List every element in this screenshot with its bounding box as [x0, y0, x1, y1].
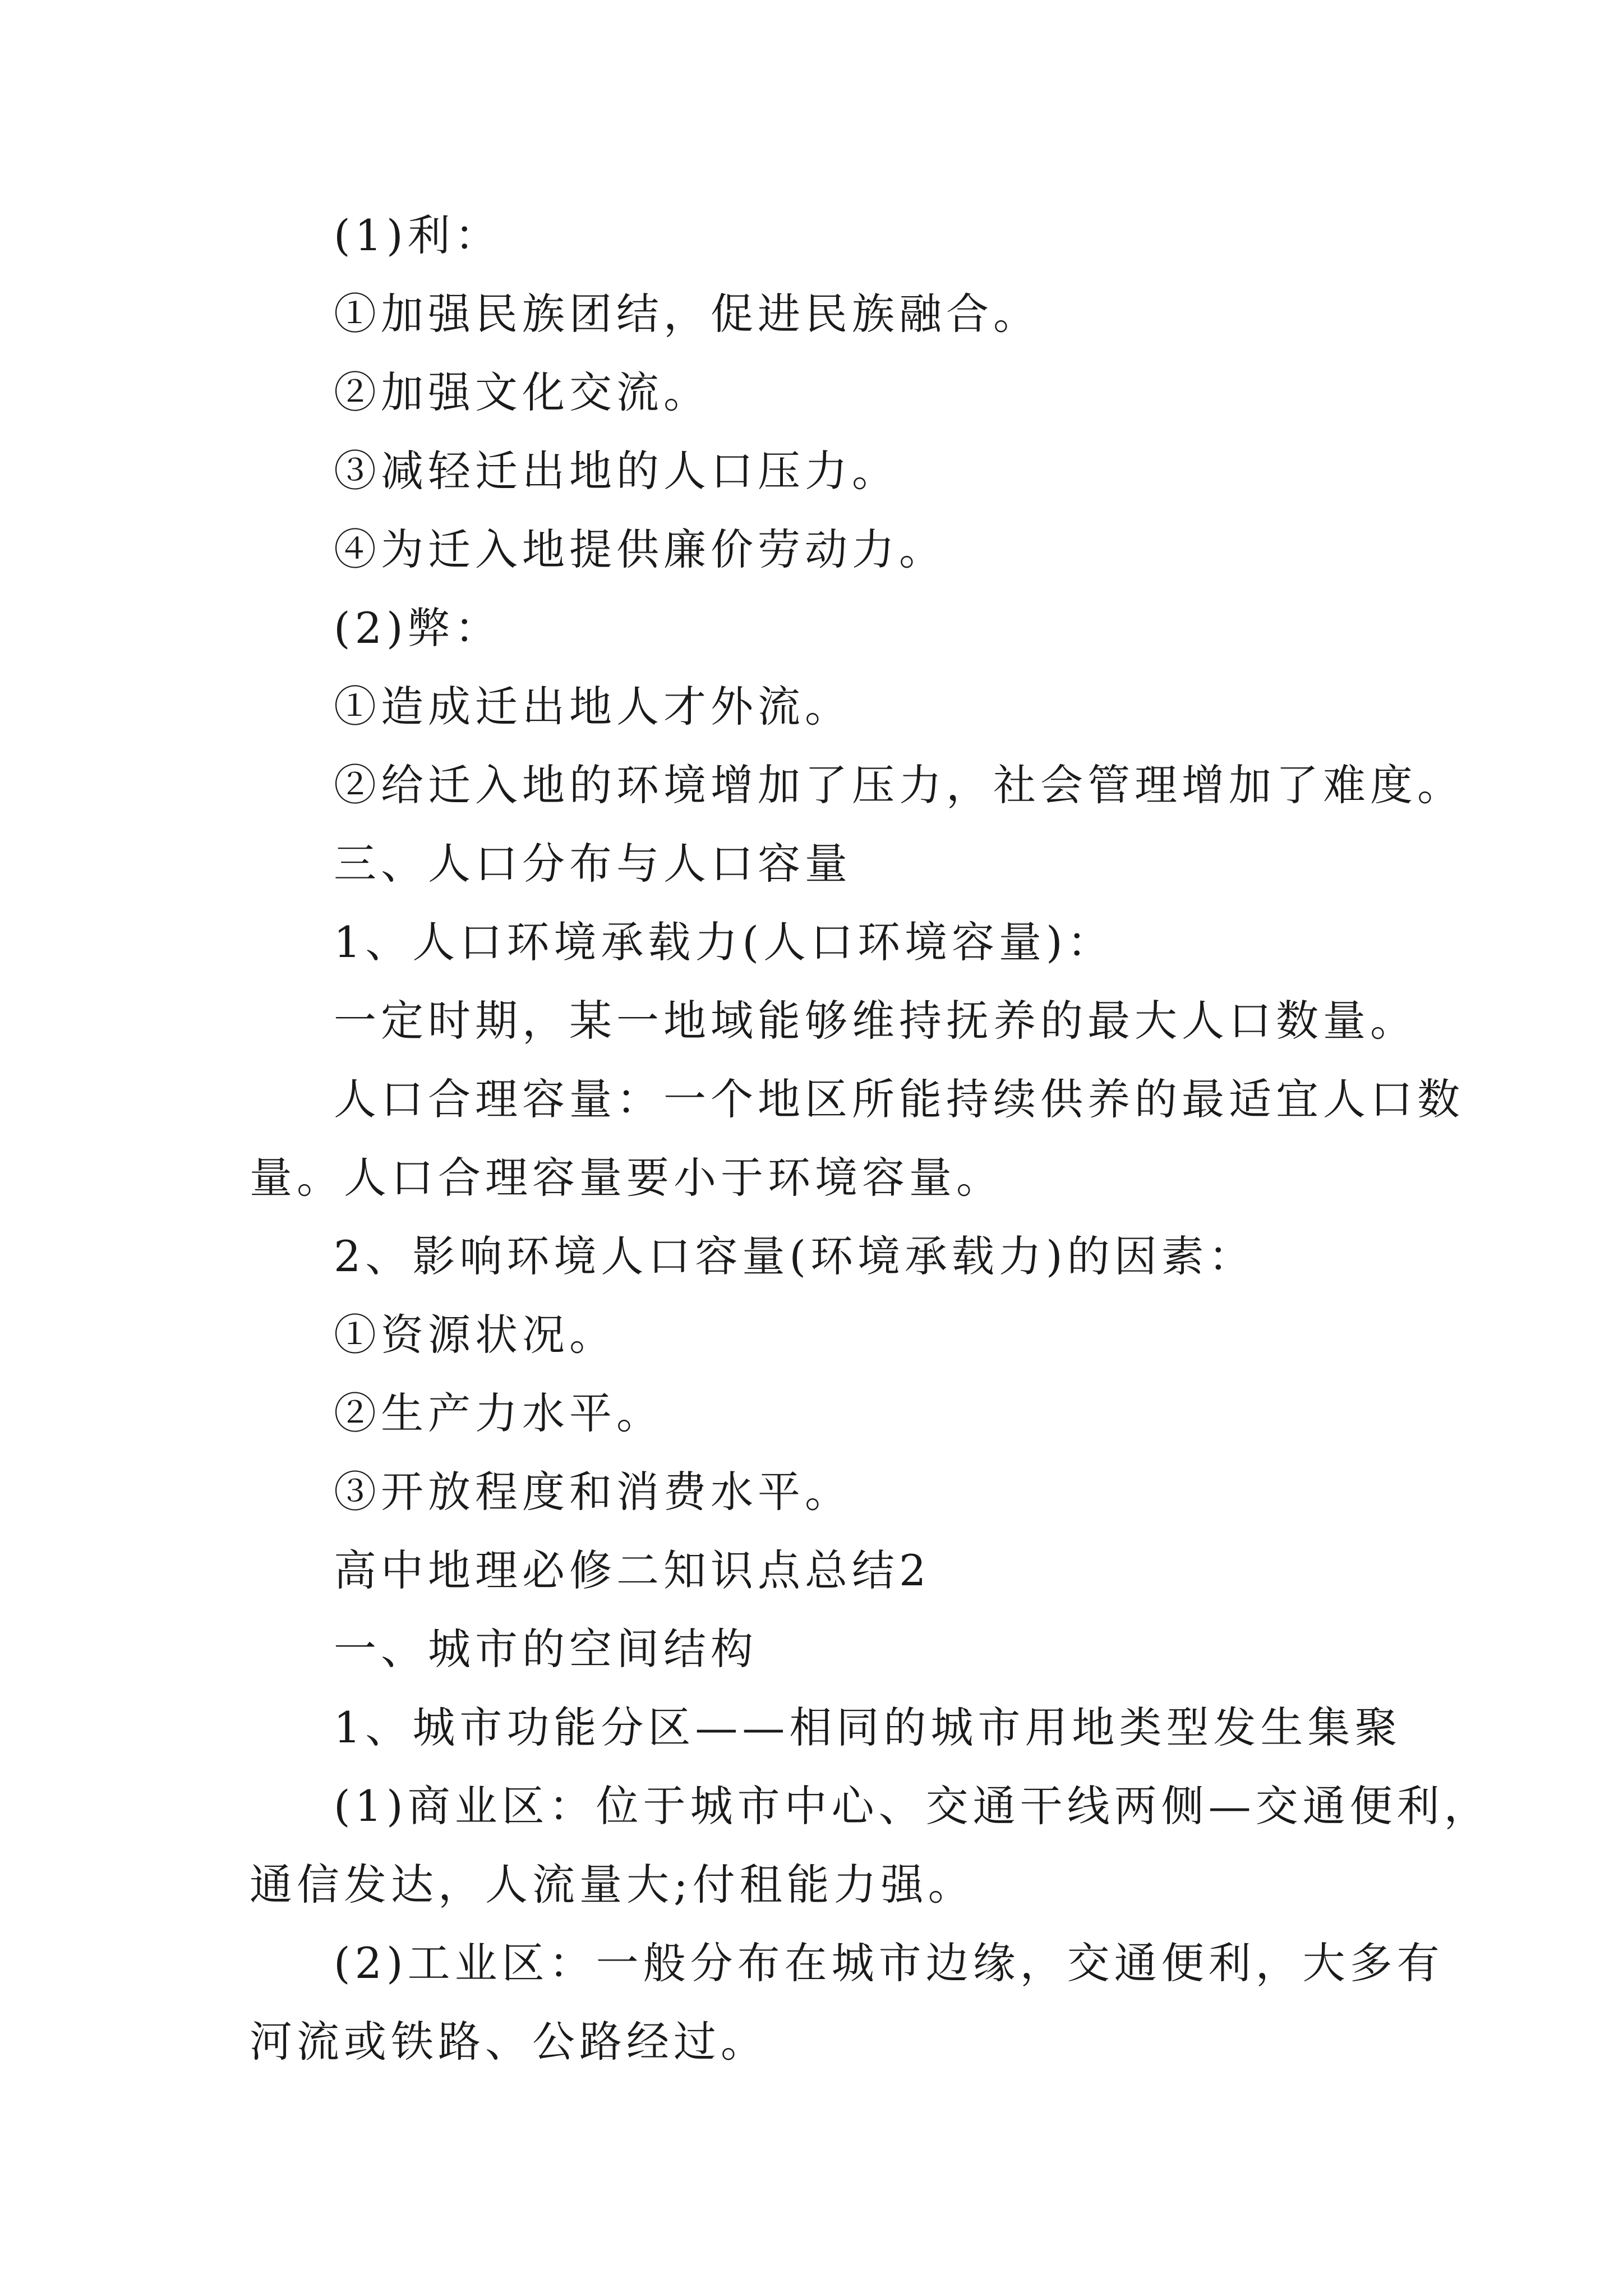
text-line-23: (2)工业区：一般分布在城市边缘，交通便利，大多有 — [334, 1938, 1444, 1988]
text-line-14: 2、影响环境人口容量(环境承载力)的因素： — [334, 1231, 1256, 1281]
text-line-22: 通信发达，人流量大;付租能力强。 — [250, 1860, 975, 1910]
text-line-16: ②生产力水平。 — [334, 1388, 663, 1438]
text-line-2: ①加强民族团结，促进民族融合。 — [334, 289, 1040, 339]
section-heading-3: 三、人口分布与人口容量 — [334, 839, 852, 889]
document-title-2: 高中地理必修二知识点总结2 — [334, 1545, 931, 1595]
text-line-13: 量。人口合理容量要小于环境容量。 — [250, 1153, 1003, 1203]
text-line-4: ③减轻迁出地的人口压力。 — [334, 446, 899, 496]
text-line-7: ①造成迁出地人才外流。 — [334, 682, 852, 731]
text-line-3: ②加强文化交流。 — [334, 367, 711, 417]
text-line-6: (2)弊： — [334, 603, 502, 653]
section-heading-1: 一、城市的空间结构 — [334, 1624, 758, 1674]
text-line-8: ②给迁入地的环境增加了压力，社会管理增加了难度。 — [334, 760, 1464, 810]
text-line-1: (1)利： — [334, 210, 502, 260]
text-line-11: 一定时期，某一地域能够维持抚养的最大人口数量。 — [334, 996, 1417, 1046]
text-line-21: (1)商业区：位于城市中心、交通干线两侧—交通便利， — [334, 1781, 1491, 1831]
text-line-5: ④为迁入地提供廉价劳动力。 — [334, 524, 946, 574]
text-line-15: ①资源状况。 — [334, 1310, 616, 1360]
text-line-20: 1、城市功能分区——相同的城市用地类型发生集聚 — [334, 1703, 1402, 1752]
text-line-17: ③开放程度和消费水平。 — [334, 1467, 852, 1517]
text-line-12: 人口合理容量：一个地区所能持续供养的最适宜人口数 — [334, 1074, 1464, 1124]
text-line-10: 1、人口环境承载力(人口环境容量)： — [334, 917, 1114, 967]
text-line-24: 河流或铁路、公路经过。 — [250, 2017, 768, 2067]
